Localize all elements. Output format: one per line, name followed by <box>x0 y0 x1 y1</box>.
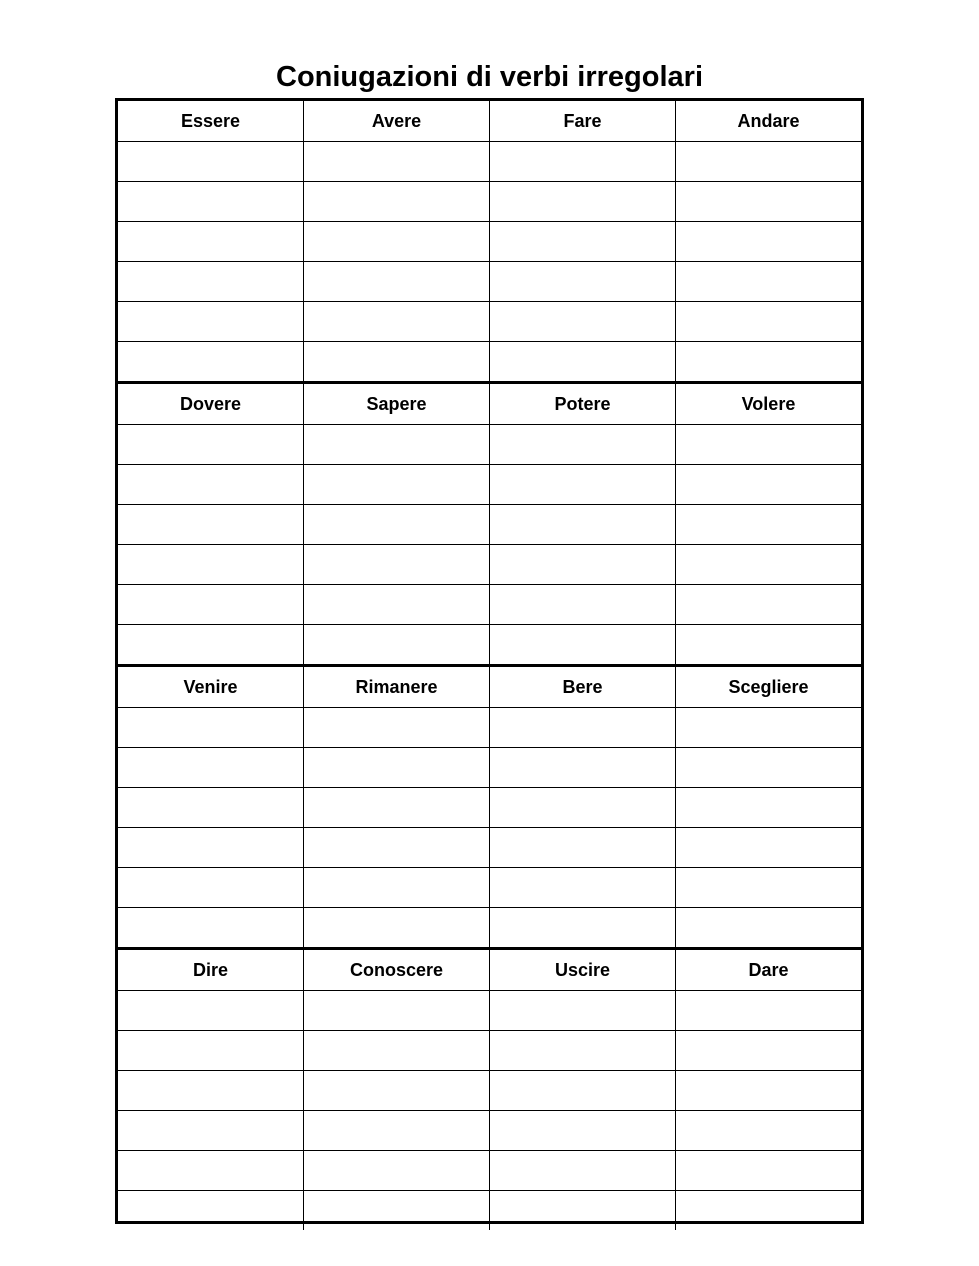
blank-cell <box>118 465 303 504</box>
verb-header-row <box>118 667 861 707</box>
blank-row <box>118 424 861 464</box>
blank-cell <box>675 182 861 221</box>
blank-cell <box>489 262 675 301</box>
verb-group <box>118 947 861 1230</box>
blank-cell <box>303 828 489 867</box>
blank-cell <box>118 262 303 301</box>
blank-cell <box>489 1071 675 1110</box>
blank-cell <box>303 1031 489 1070</box>
blank-row <box>118 907 861 947</box>
blank-cell <box>489 828 675 867</box>
blank-cell <box>303 868 489 907</box>
blank-row <box>118 1030 861 1070</box>
blank-row <box>118 1190 861 1230</box>
blank-row <box>118 584 861 624</box>
blank-cell <box>303 425 489 464</box>
blank-cell <box>675 991 861 1030</box>
blank-row <box>118 1150 861 1190</box>
verb-header: Volere <box>675 384 861 424</box>
verb-header: Venire <box>183 676 238 697</box>
blank-row <box>118 747 861 787</box>
blank-cell <box>303 708 489 747</box>
verb-header-row <box>118 101 861 141</box>
blank-cell <box>118 1151 303 1190</box>
verb-header: Andare <box>675 101 861 141</box>
blank-cell <box>118 788 303 827</box>
blank-cell <box>303 222 489 261</box>
blank-cell <box>675 908 861 947</box>
blank-cell <box>489 991 675 1030</box>
verb-header: Dire <box>192 959 228 980</box>
blank-cell <box>489 222 675 261</box>
blank-cell <box>118 708 303 747</box>
blank-cell <box>489 465 675 504</box>
blank-cell <box>489 182 675 221</box>
blank-row <box>118 1110 861 1150</box>
verb-group <box>118 381 861 664</box>
blank-cell <box>675 828 861 867</box>
blank-row <box>118 544 861 584</box>
verb-group <box>118 101 861 381</box>
blank-cell <box>303 505 489 544</box>
verb-header: Sapere <box>303 384 489 424</box>
blank-cell <box>303 142 489 181</box>
verb-header: Uscire <box>489 950 675 990</box>
blank-cell <box>303 585 489 624</box>
blank-cell <box>489 545 675 584</box>
blank-cell <box>303 1111 489 1150</box>
blank-row <box>118 624 861 664</box>
blank-cell <box>675 262 861 301</box>
blank-cell <box>489 505 675 544</box>
blank-cell <box>675 222 861 261</box>
blank-row <box>118 707 861 747</box>
verb-header: Conoscere <box>303 950 489 990</box>
conjugation-table <box>115 98 864 1224</box>
blank-row <box>118 1070 861 1110</box>
blank-row <box>118 141 861 181</box>
blank-cell <box>675 788 861 827</box>
blank-cell <box>675 465 861 504</box>
blank-cell <box>303 1191 489 1230</box>
verb-header: Potere <box>489 384 675 424</box>
blank-row <box>118 504 861 544</box>
blank-cell <box>118 585 303 624</box>
blank-cell <box>675 1151 861 1190</box>
blank-cell <box>118 142 303 181</box>
blank-cell <box>118 425 303 464</box>
blank-cell <box>118 302 303 341</box>
blank-cell <box>489 1031 675 1070</box>
blank-cell <box>675 868 861 907</box>
blank-cell <box>118 1191 303 1230</box>
verb-header: Avere <box>303 101 489 141</box>
blank-cell <box>118 748 303 787</box>
blank-row <box>118 787 861 827</box>
blank-cell <box>303 1151 489 1190</box>
blank-cell <box>489 302 675 341</box>
blank-cell <box>303 465 489 504</box>
blank-cell <box>118 625 303 664</box>
blank-cell <box>675 708 861 747</box>
blank-cell <box>118 222 303 261</box>
blank-row <box>118 827 861 867</box>
blank-cell <box>675 302 861 341</box>
blank-cell <box>303 625 489 664</box>
page-title: Coniugazioni di verbi irregolari <box>276 61 703 93</box>
blank-cell <box>303 262 489 301</box>
blank-cell <box>489 748 675 787</box>
blank-cell <box>675 1031 861 1070</box>
blank-cell <box>118 868 303 907</box>
blank-cell <box>303 182 489 221</box>
blank-cell <box>675 1071 861 1110</box>
blank-cell <box>675 585 861 624</box>
blank-row <box>118 301 861 341</box>
blank-cell <box>675 545 861 584</box>
blank-cell <box>118 828 303 867</box>
blank-cell <box>118 505 303 544</box>
blank-cell <box>118 1031 303 1070</box>
blank-cell <box>489 142 675 181</box>
blank-cell <box>489 625 675 664</box>
verb-group <box>118 664 861 947</box>
blank-cell <box>489 342 675 381</box>
blank-cell <box>675 425 861 464</box>
blank-cell <box>489 908 675 947</box>
blank-cell <box>303 908 489 947</box>
blank-cell <box>303 302 489 341</box>
verb-header-row <box>118 950 861 990</box>
blank-cell <box>675 1111 861 1150</box>
blank-row <box>118 341 861 381</box>
blank-cell <box>675 505 861 544</box>
blank-cell <box>675 342 861 381</box>
blank-cell <box>675 748 861 787</box>
blank-cell <box>489 1151 675 1190</box>
blank-cell <box>303 342 489 381</box>
blank-cell <box>118 1071 303 1110</box>
blank-cell <box>118 908 303 947</box>
verb-header: Bere <box>489 667 675 707</box>
blank-cell <box>303 545 489 584</box>
blank-cell <box>489 425 675 464</box>
blank-cell <box>118 1111 303 1150</box>
blank-row <box>118 867 861 907</box>
blank-cell <box>118 991 303 1030</box>
blank-cell <box>303 1071 489 1110</box>
blank-row <box>118 464 861 504</box>
blank-cell <box>118 342 303 381</box>
blank-cell <box>303 788 489 827</box>
blank-cell <box>118 545 303 584</box>
verb-header-row <box>118 384 861 424</box>
blank-cell <box>303 748 489 787</box>
blank-cell <box>489 585 675 624</box>
blank-row <box>118 261 861 301</box>
blank-row <box>118 221 861 261</box>
blank-cell <box>118 182 303 221</box>
blank-cell <box>303 991 489 1030</box>
blank-row <box>118 181 861 221</box>
verb-header: Scegliere <box>675 667 861 707</box>
verb-header: Rimanere <box>303 667 489 707</box>
blank-cell <box>489 788 675 827</box>
verb-header: Fare <box>489 101 675 141</box>
blank-cell <box>489 708 675 747</box>
verb-header: Essere <box>180 110 241 131</box>
blank-cell <box>675 1191 861 1230</box>
blank-cell <box>489 1111 675 1150</box>
blank-cell <box>675 625 861 664</box>
verb-header: Dovere <box>179 393 242 414</box>
blank-cell <box>489 868 675 907</box>
blank-cell <box>675 142 861 181</box>
verb-header: Dare <box>675 950 861 990</box>
blank-cell <box>489 1191 675 1230</box>
blank-row <box>118 990 861 1030</box>
